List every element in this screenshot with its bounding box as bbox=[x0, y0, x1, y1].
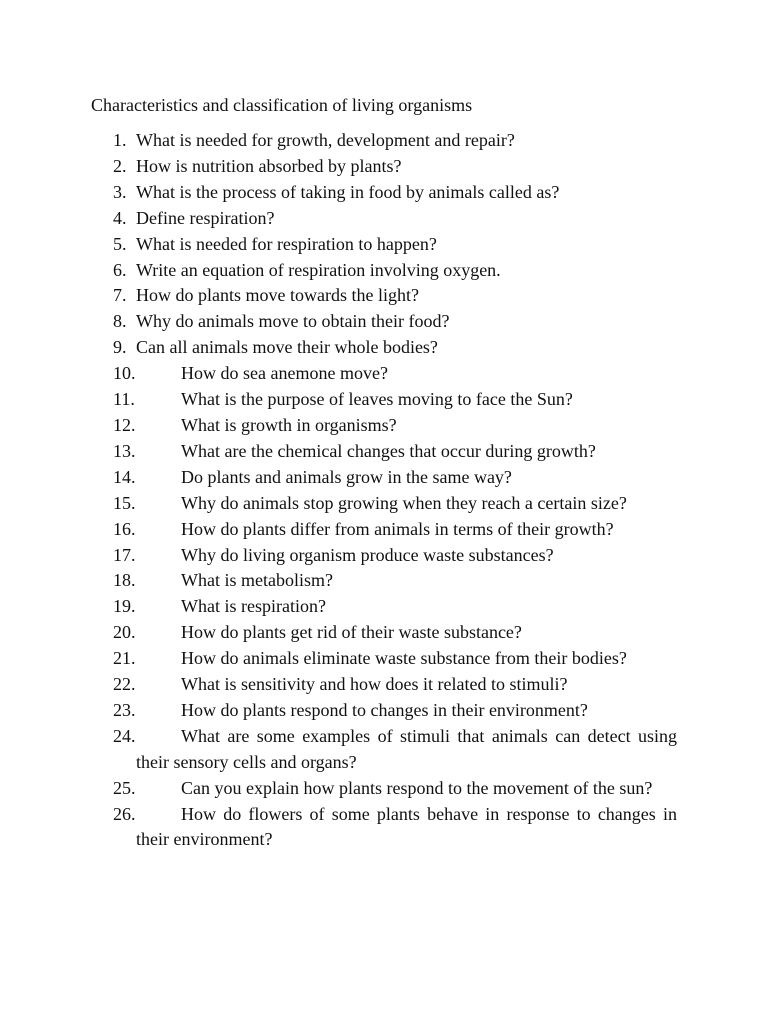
question-item bbox=[0, 180, 768, 206]
question-text: How do plants move towards the light? bbox=[136, 285, 419, 306]
question-number: 11. bbox=[113, 389, 135, 410]
question-item bbox=[0, 206, 768, 232]
question-item bbox=[0, 413, 768, 439]
question-item bbox=[0, 491, 768, 517]
question-number: 16. bbox=[113, 518, 136, 539]
question-item bbox=[0, 672, 768, 698]
question-number: 5. bbox=[113, 233, 127, 254]
question-text: What is metabolism? bbox=[181, 570, 333, 591]
question-number: 25. bbox=[113, 777, 136, 798]
question-item bbox=[0, 802, 768, 854]
question-text: What are the chemical changes that occur during growth? bbox=[181, 440, 596, 461]
question-list bbox=[0, 128, 768, 853]
question-text: How do animals eliminate waste substance from their bodies? bbox=[181, 648, 627, 669]
question-text: Why do animals stop growing when they reach a certain size? bbox=[181, 492, 627, 513]
question-item bbox=[0, 517, 768, 543]
question-text: What is needed for growth, development and repair? bbox=[136, 130, 515, 150]
question-text: What is growth in organisms? bbox=[181, 414, 397, 435]
question-number: 7. bbox=[113, 285, 127, 306]
question-text: What is sensitivity and how does it related to stimuli? bbox=[181, 674, 568, 695]
question-text: Do plants and animals grow in the same way? bbox=[181, 466, 512, 487]
question-text: Can all animals move their whole bodies? bbox=[136, 337, 438, 358]
question-text: Can you explain how plants respond to the movement of the sun? bbox=[181, 777, 653, 798]
question-number: 19. bbox=[113, 596, 136, 617]
question-item bbox=[0, 724, 768, 776]
question-text: Write an equation of respiration involving oxygen. bbox=[136, 259, 501, 280]
question-item bbox=[0, 439, 768, 465]
question-item bbox=[0, 776, 768, 802]
question-item bbox=[0, 283, 768, 309]
question-text: How do plants respond to changes in their environment? bbox=[181, 699, 588, 720]
question-number: 2. bbox=[113, 155, 127, 176]
question-number: 14. bbox=[113, 466, 136, 487]
question-number: 4. bbox=[113, 207, 127, 228]
document-title: Characteristics and classification of living organisms bbox=[91, 95, 473, 115]
question-number: 6. bbox=[113, 259, 127, 280]
question-number: 13. bbox=[113, 440, 136, 461]
question-text: How do plants get rid of their waste substance? bbox=[181, 622, 522, 643]
question-item bbox=[0, 594, 768, 620]
question-item bbox=[0, 568, 768, 594]
question-item bbox=[0, 698, 768, 724]
question-number: 17. bbox=[113, 544, 136, 565]
question-text: Why do animals move to obtain their food? bbox=[136, 311, 450, 332]
question-item bbox=[0, 387, 768, 413]
question-item bbox=[0, 309, 768, 335]
question-text: How do flowers of some plants behave in response to changes in their environment? bbox=[136, 803, 677, 850]
question-text: How is nutrition absorbed by plants? bbox=[136, 155, 402, 176]
question-number: 10. bbox=[113, 363, 136, 384]
question-number: 24. bbox=[113, 725, 136, 746]
question-number: 8. bbox=[113, 311, 127, 332]
question-text: What is respiration? bbox=[181, 596, 326, 617]
question-number: 9. bbox=[113, 337, 127, 358]
question-item bbox=[0, 465, 768, 491]
question-text: What is the process of taking in food by animals called as? bbox=[136, 181, 560, 202]
question-item bbox=[0, 543, 768, 569]
question-text: What is needed for respiration to happen? bbox=[136, 233, 437, 254]
question-item bbox=[0, 361, 768, 387]
question-item bbox=[0, 335, 768, 361]
question-number: 18. bbox=[113, 570, 136, 591]
question-item bbox=[0, 258, 768, 284]
question-number: 20. bbox=[113, 622, 136, 643]
question-item bbox=[0, 232, 768, 258]
question-number: 22. bbox=[113, 674, 136, 695]
question-number: 23. bbox=[113, 699, 136, 720]
question-text: Why do living organism produce waste substances? bbox=[181, 544, 554, 565]
question-number: 1. bbox=[113, 130, 127, 150]
question-text: How do plants differ from animals in terms of their growth? bbox=[181, 518, 614, 539]
question-number: 3. bbox=[113, 181, 127, 202]
question-number: 26. bbox=[113, 803, 136, 824]
question-number: 21. bbox=[113, 648, 136, 669]
question-item bbox=[0, 128, 768, 154]
question-text: Define respiration? bbox=[136, 207, 275, 228]
question-number: 15. bbox=[113, 492, 136, 513]
question-item bbox=[0, 620, 768, 646]
question-text: How do sea anemone move? bbox=[181, 363, 388, 384]
question-item bbox=[0, 646, 768, 672]
question-text: What are some examples of stimuli that animals can detect using their sensory cells and organs? bbox=[136, 725, 677, 772]
question-item bbox=[0, 154, 768, 180]
question-number: 12. bbox=[113, 414, 136, 435]
question-text: What is the purpose of leaves moving to face the Sun? bbox=[181, 389, 573, 410]
